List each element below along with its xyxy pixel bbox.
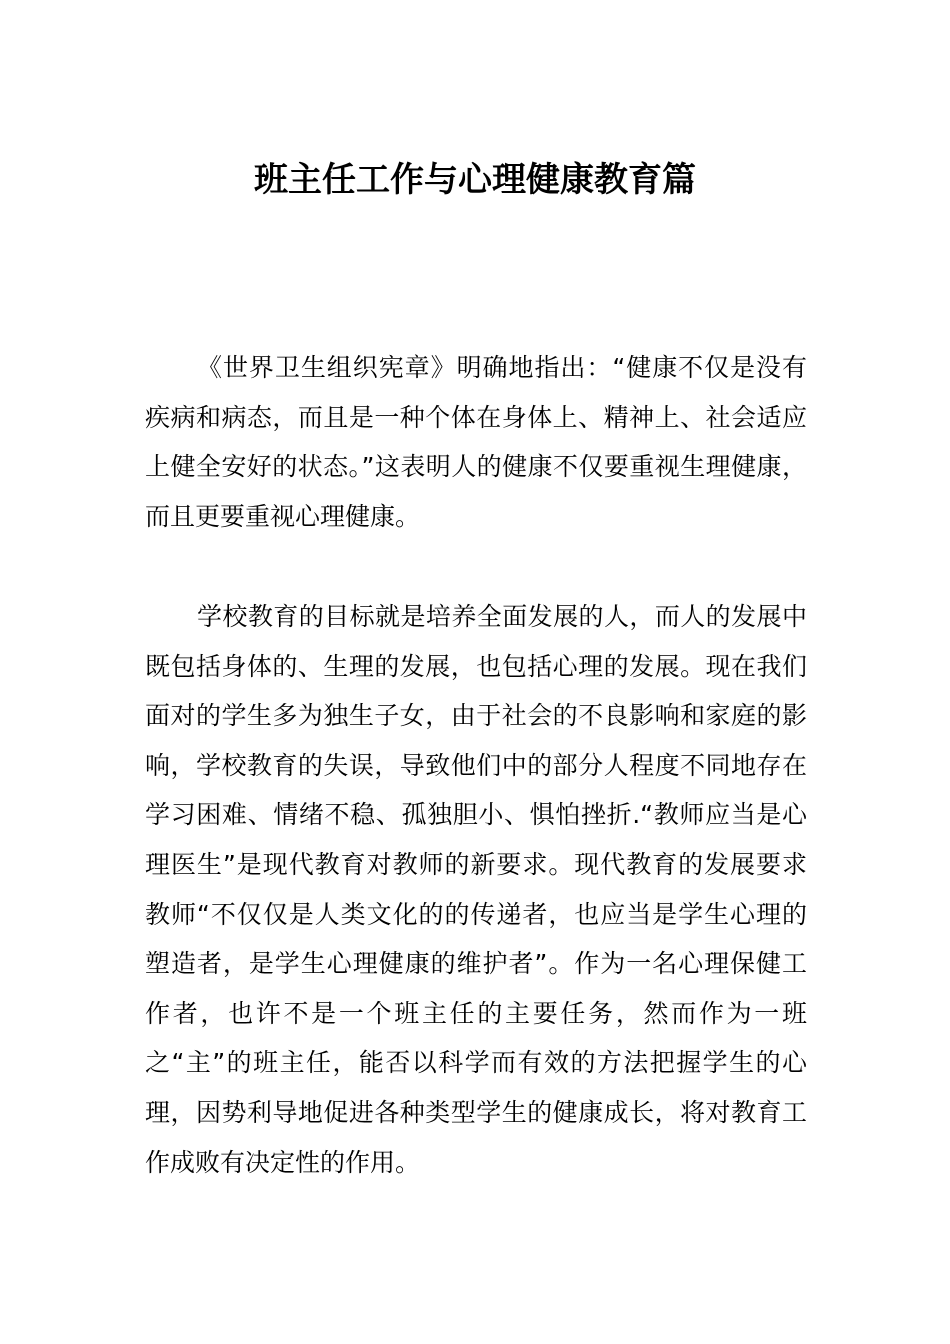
paragraph-1: 《世界卫生组织宪章》明确地指出：“健康不仅是没有疾病和病态，而且是一种个体在身体上、精神上、社会适应上健全安好的状态。”这表明人的健康不仅要重视生理健康，而且更要重视心理健康。	[145, 353, 807, 531]
paragraph-2: 学校教育的目标就是培养全面发展的人，而人的发展中既包括身体的、生理的发展，也包括心理的发展。现在我们面对的学生多为独生子女，由于社会的不良影响和家庭的影响，学校教育的失误，导致他们中的部分人程度不同地存在学习困难、情绪不稳、孤独胆小、惧怕挫折.“教师应当是心理医生”是现代教育对教师的新要求。现代教育的发展要求教师“不仅仅是人类文化的的传递者，也应当是学生心理的塑造者，是学生心理健康的维护者”。作为一名心理保健工作者，也许不是一个班主任的主要任务，然而作为一班之“主”的班主任，能否以科学而有效的方法把握学生的心理，因势利导地促进各种类型学生的健康成长，将对教育工作成败有决定性的作用。	[145, 602, 807, 1177]
document-title: 班主任工作与心理健康教育篇	[254, 160, 696, 200]
